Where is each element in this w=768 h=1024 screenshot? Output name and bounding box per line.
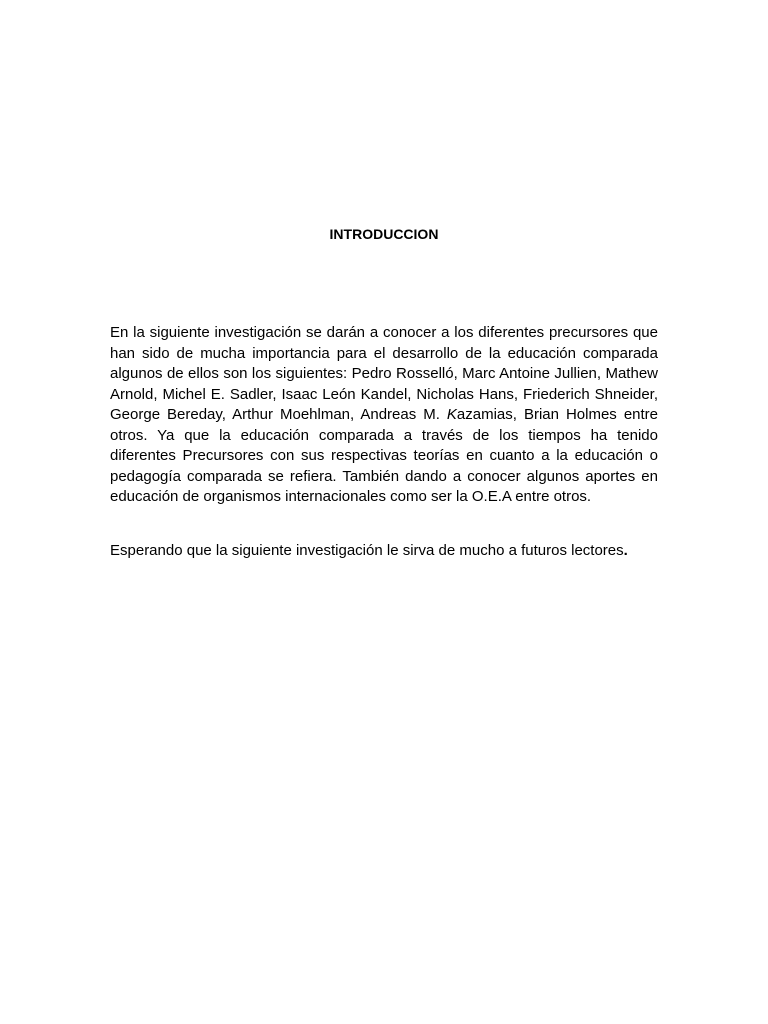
document-title: INTRODUCCION xyxy=(329,226,439,242)
paragraph-1-italic-letter: K xyxy=(446,406,457,423)
paragraph-1-text-end: azamias, Brian Holmes entre otros. Ya que la educación comparada a través de los tiempos ha tenido diferentes Precursores con sus respectivas teorías en cuanto a la educación o pedagogía comparada se refiera. También dando a conocer algunos aportes en educación de organismos internacionales como ser la O.E.A entre otros. xyxy=(110,406,659,505)
paragraph-1-text-start: En la siguiente investigación se darán a conocer a los diferentes precursores que han sido de mucha importancia para el desarrollo de la educación comparada algunos de ellos son los siguientes: Pedro Rosselló, Marc Antoine Jullien, Mathew Arnold, Michel E. Sadler, Isaac León Kandel, Nicholas Hans, Friederich Shneider, George Bereday, Arthur Moehlman, Andreas M. xyxy=(110,324,658,423)
paragraph-2-text: Esperando que la siguiente investigación le sirva de mucho a futuros lectores xyxy=(110,542,624,559)
intro-paragraph-1 xyxy=(110,323,658,508)
intro-paragraph-2 xyxy=(110,541,658,562)
paragraph-2-final-period: . xyxy=(623,542,628,559)
